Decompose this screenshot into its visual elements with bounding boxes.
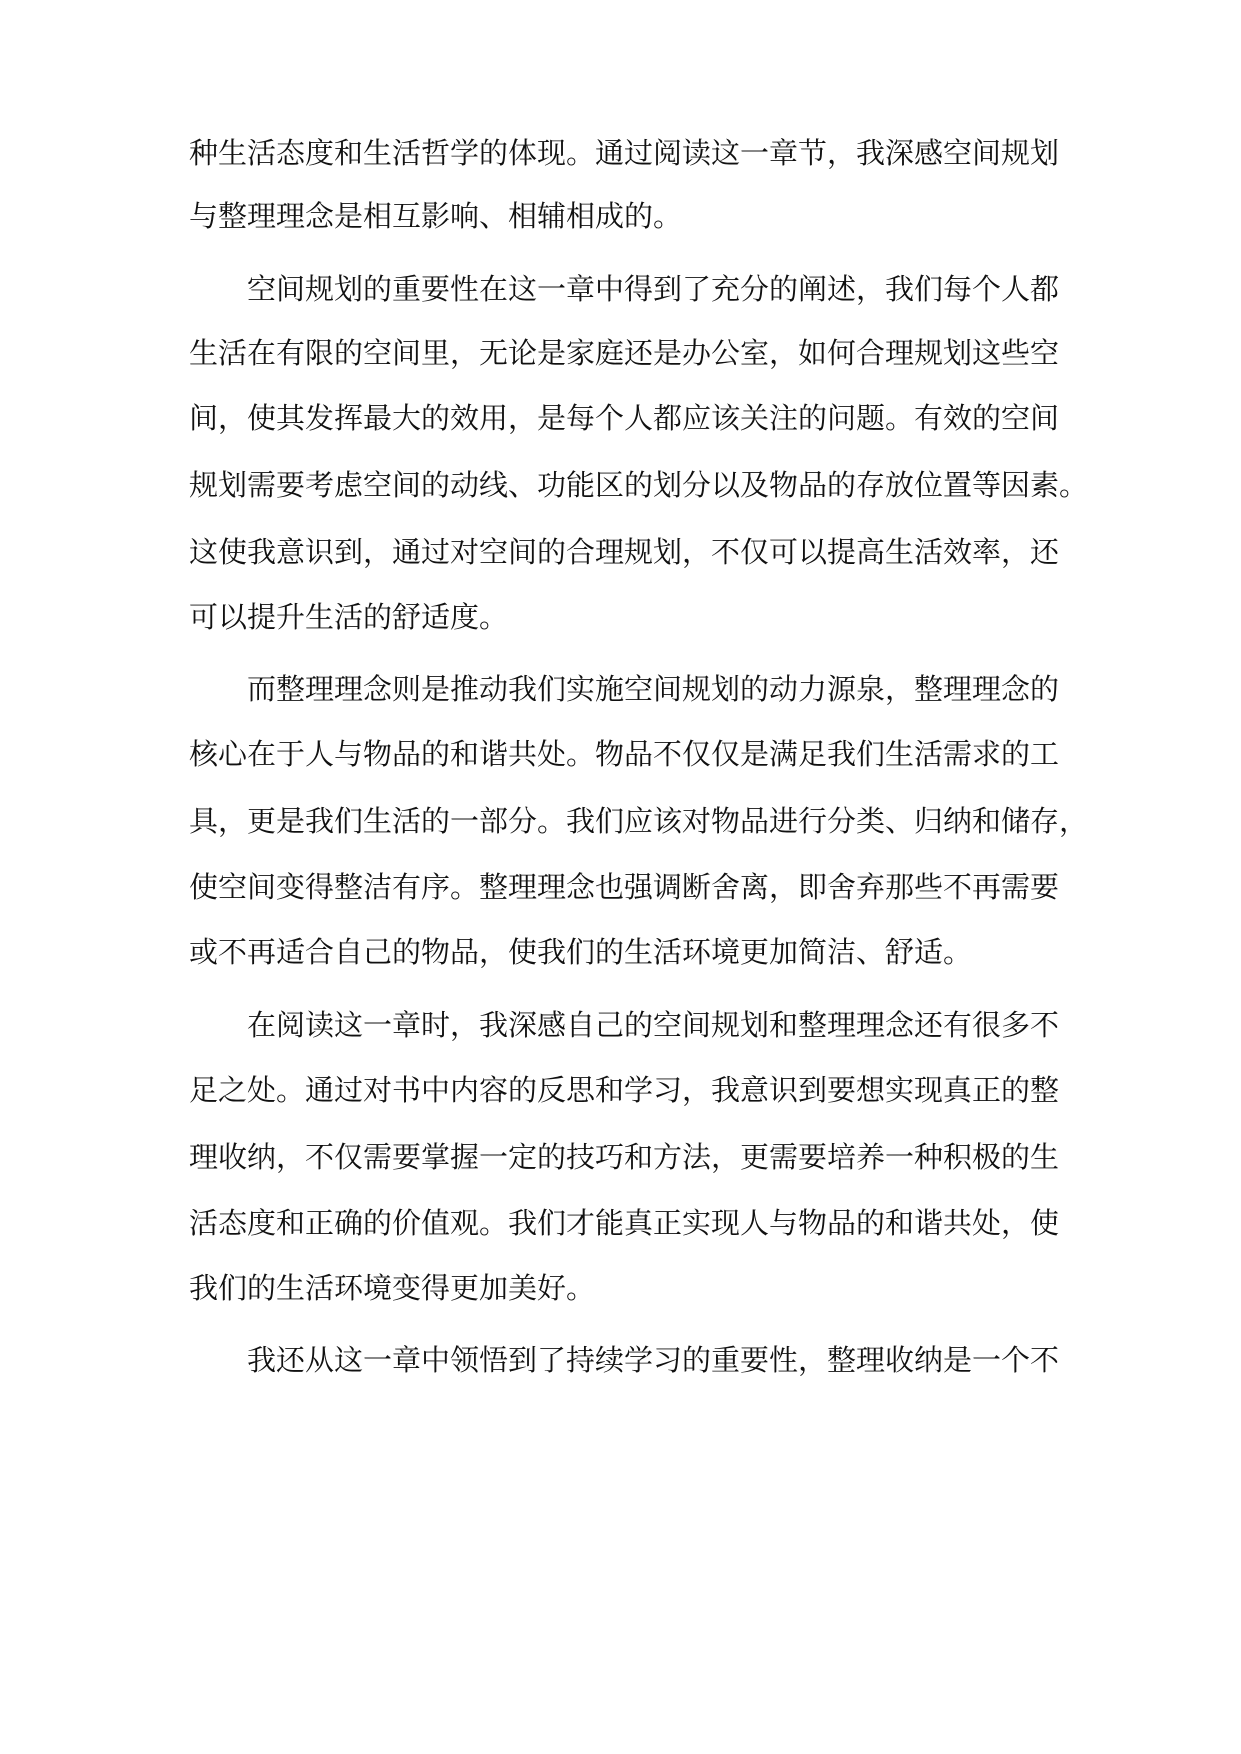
paragraph-line: 这使我意识到，通过对空间的合理规划，不仅可以提高生活效率，还 [189,535,1060,569]
paragraph-line: 理收纳，不仅需要掌握一定的技巧和方法，更需要培养一种积极的生 [189,1140,1060,1174]
paragraph-line: 活态度和正确的价值观。我们才能真正实现人与物品的和谐共处，使 [189,1206,1060,1240]
paragraph-line: 或不再适合自己的物品，使我们的生活环境更加简洁、舒适。 [189,935,973,969]
paragraph-line: 可以提升生活的舒适度。 [189,600,509,634]
paragraph-line: 足之处。通过对书中内容的反思和学习，我意识到要想实现真正的整 [189,1073,1060,1107]
paragraph-line: 使空间变得整洁有序。整理理念也强调断舍离，即舍弃那些不再需要 [189,870,1060,904]
paragraph-line: 核心在于人与物品的和谐共处。物品不仅仅是满足我们生活需求的工 [189,737,1060,771]
paragraph-line: 而整理理念则是推动我们实施空间规划的动力源泉，整理理念的 [247,672,1060,706]
paragraph-line: 具，更是我们生活的一部分。我们应该对物品进行分类、归纳和储存， [189,804,1089,838]
paragraph-line: 我还从这一章中领悟到了持续学习的重要性，整理收纳是一个不 [247,1343,1060,1377]
paragraph-line: 种生活态度和生活哲学的体现。通过阅读这一章节，我深感空间规划 [189,136,1060,170]
paragraph-line: 空间规划的重要性在这一章中得到了充分的阐述，我们每个人都 [247,272,1060,306]
paragraph-line: 规划需要考虑空间的动线、功能区的划分以及物品的存放位置等因素。 [189,468,1089,502]
paragraph-line: 间，使其发挥最大的效用，是每个人都应该关注的问题。有效的空间 [189,401,1060,435]
paragraph-line: 与整理理念是相互影响、相辅相成的。 [189,199,683,233]
paragraph-line: 我们的生活环境变得更加美好。 [189,1271,596,1305]
paragraph-line: 生活在有限的空间里，无论是家庭还是办公室，如何合理规划这些空 [189,336,1060,370]
paragraph-line: 在阅读这一章时，我深感自己的空间规划和整理理念还有很多不 [247,1008,1060,1042]
